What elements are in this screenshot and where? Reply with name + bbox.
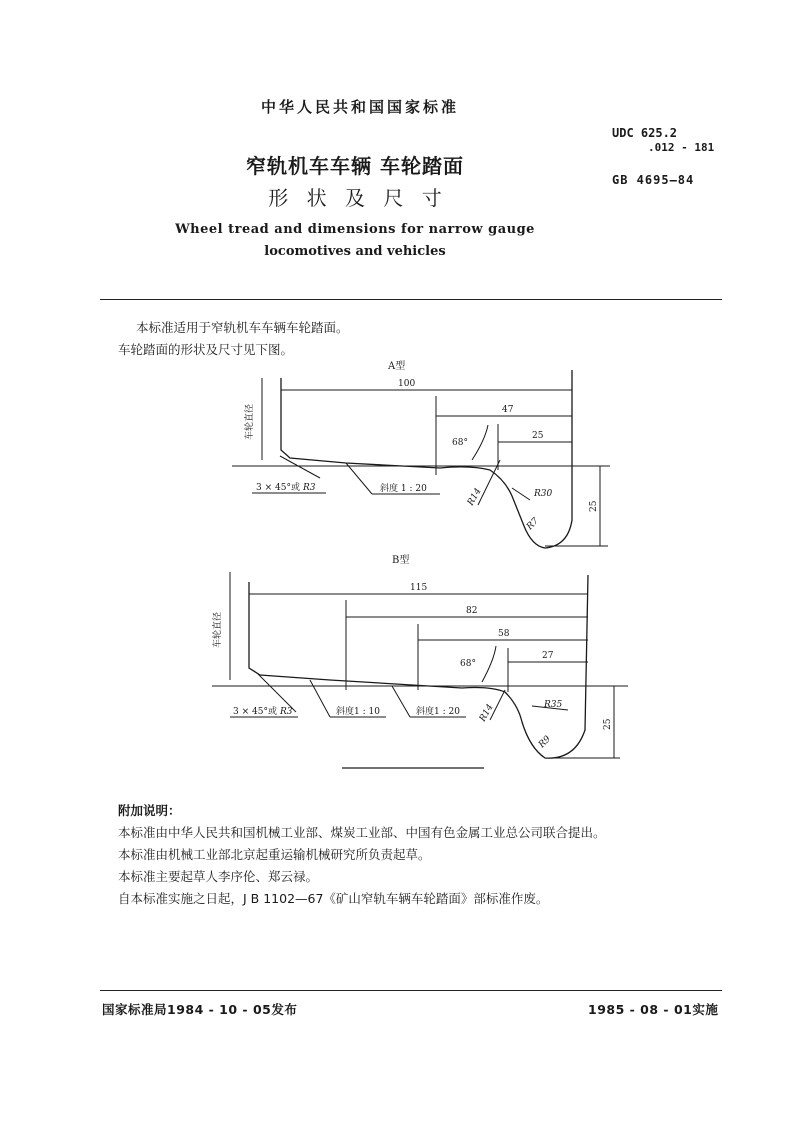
scope-paragraph: 本标准适用于窄轨机车车辆车轮踏面。 [136,320,349,335]
figure-b-dim-27: 27 [542,651,554,661]
figure-a-chamfer: 3 × 45°或 [256,483,300,493]
figure-b-diameter-label: 车轮直径 [213,611,223,648]
figure-b-angle: 68° [460,659,476,669]
figure-b [211,553,628,758]
figure-a-angle: 68° [452,438,468,448]
title-english-line1: Wheel tread and dimensions for narrow gauge [175,222,535,237]
notes-line-2: 本标准由机械工业部北京起重运输机械研究所负责起草。 [118,847,431,862]
figure-b-chamfer: 3 × 45°或 [233,707,277,717]
figure-a-dim-100: 100 [398,379,416,389]
figure-a-chamfer-r: R3 [303,483,316,493]
figure-b-slope2: 斜度1 : 20 [416,707,460,717]
udc-code: UDC 625.2 [612,126,678,140]
figure-b-dim-25h: 25 [603,718,613,730]
figure-b-r14: R14 [477,702,496,724]
national-standard-header: 中华人民共和国国家标准 [260,98,459,116]
figure-b-chamfer-r: R3 [280,707,293,717]
figure-a-dim-47: 47 [502,405,514,415]
figure-b-slope1: 斜度1 : 10 [336,707,380,717]
figure-b-slope2-leader [392,686,410,717]
figure-b-r14-leader [490,690,505,720]
issue-date: 国家标准局1984 - 10 - 05发布 [102,1002,298,1017]
figure-b-type-label: B型 [392,555,410,566]
figure-a-slope-leader [346,463,372,494]
figure-a-diameter-label: 车轮直径 [245,403,255,440]
notes-heading: 附加说明： [118,803,181,818]
effective-date: 1985 - 08 - 01实施 [588,1002,719,1017]
figure-a-r14-leader [478,460,500,505]
figure-a-r30: R30 [534,489,553,499]
title-english-line2: locomotives and vehicles [264,244,446,259]
figure-a-angle-arc [472,425,488,460]
notes-line-4: 自本标准实施之日起，J B 1102—67《矿山窄轨车辆车轮踏面》部标准作废。 [118,891,549,906]
notes-line-1: 本标准由中华人民共和国机械工业部、煤炭工业部、中国有色金属工业总公司联合提出。 [118,825,606,840]
figure-a-dim-25h: 25 [589,500,599,512]
figure-b-dim-58: 58 [498,629,510,639]
udc-code-continued: .012 - 181 [648,141,715,154]
figure-a-r30-leader [512,488,530,500]
title-chinese-line1: 窄轨机车车辆 车轮踏面 [246,154,464,178]
notes-line-3: 本标准主要起草人李序伦、郑云禄。 [118,869,319,884]
figure-reference-paragraph: 车轮踏面的形状及尺寸见下图。 [118,342,294,357]
title-chinese-line2: 形 状 及 尺 寸 [268,186,442,210]
footer-divider [100,990,722,991]
gb-number: GB 4695—84 [612,173,695,187]
figure-a-slope: 斜度 1 : 20 [380,484,427,494]
figure-b-dim-115: 115 [410,583,428,593]
figure-a-type-label: A型 [388,361,406,372]
figure-b-r9: R9 [537,734,553,751]
figure-b-angle-arc [482,646,496,682]
figure-a-dim-25w: 25 [532,431,544,441]
figure-b-dim-82: 82 [466,606,478,616]
figure-a-r14: R14 [465,486,484,508]
figure-b-r35: R35 [544,700,563,710]
figure-a [232,359,610,548]
figure-a-r7: R7 [525,516,541,533]
